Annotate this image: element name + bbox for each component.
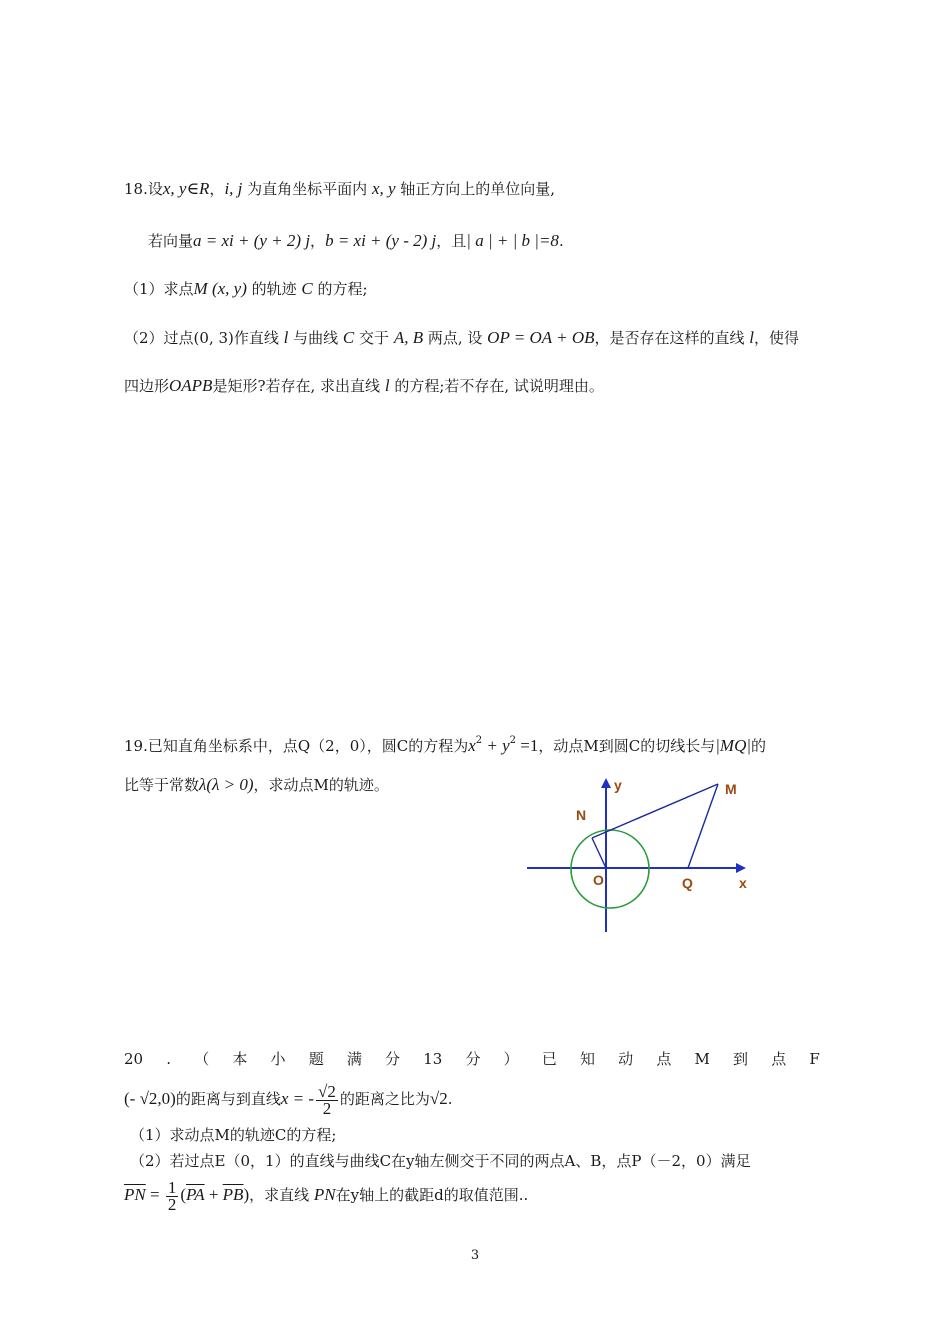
q20-header: [124, 1048, 820, 1070]
q20-header-token: 小: [270, 1050, 286, 1068]
q18-text: ，使得: [754, 329, 800, 347]
q18-math: | a | + | b |=8: [466, 231, 559, 250]
q18-math: C: [301, 279, 313, 298]
q20-text: ，求直线: [249, 1186, 314, 1204]
q20-header-token: 点: [656, 1050, 672, 1068]
q20-header-token: 13: [423, 1050, 443, 1068]
q19-math: =1: [516, 736, 539, 755]
q20-text: 在y轴上的截距d的取值范围..: [335, 1186, 529, 1204]
q20-header-token: 分: [465, 1050, 481, 1068]
q19-math: λ(λ > 0): [199, 775, 254, 794]
label-q: Q: [682, 875, 693, 891]
q20-header-token: ）: [503, 1050, 519, 1068]
q18-math: l: [749, 328, 754, 347]
q20-fraction-numerator: 1: [167, 1177, 177, 1197]
q18-text: ，: [209, 180, 225, 198]
q20-text: 的距离之比为: [339, 1090, 430, 1108]
q20-line-2: [124, 1082, 453, 1117]
q20-header-token: .: [166, 1050, 172, 1068]
q20-fraction-half: [166, 1177, 179, 1214]
q20-vector: $\overline{PA}$: [186, 1185, 205, 1204]
q18-text: ，: [310, 232, 326, 250]
line-m-q: [688, 784, 718, 868]
line-n-m: [592, 784, 718, 838]
label-n: N: [576, 807, 587, 823]
q20-header-token: （: [194, 1050, 210, 1068]
q18-text: 18.设: [124, 180, 163, 198]
q18-line-1: [124, 178, 555, 200]
q19-text: 的: [751, 737, 767, 755]
q18-text: .: [558, 232, 564, 250]
line-o-n: [592, 838, 606, 868]
q20-header-token: 20: [124, 1050, 144, 1068]
q20-fraction: [316, 1081, 338, 1118]
q18-text: ，且: [436, 232, 467, 250]
q19-line-1: [124, 730, 766, 757]
q20-math: =: [145, 1185, 164, 1204]
label-m: M: [725, 781, 737, 797]
q18-line-5: [124, 375, 604, 397]
q18-text: 为直角坐标平面内: [242, 180, 372, 198]
q19-line-2: [124, 774, 389, 796]
q19-math: + y: [482, 736, 510, 755]
q18-math: a = xi + (y + 2) j: [193, 231, 311, 250]
q20-math: (- √2,0): [124, 1089, 176, 1108]
q18-line-3: [124, 278, 368, 300]
q18-math: M (x, y): [193, 279, 247, 298]
q18-text: 四边形: [124, 377, 170, 395]
q20-header-token: M: [694, 1050, 710, 1068]
q18-text: 两点, 设: [423, 329, 488, 347]
q18-text: （2）过点(0, 3)作直线: [124, 329, 284, 347]
label-x: x: [739, 875, 747, 891]
q18-line-2: [148, 230, 564, 252]
q18-text: 交于: [354, 329, 394, 347]
q18-math: l: [384, 376, 390, 395]
q20-math: x = -: [280, 1089, 315, 1108]
q20-text: 的距离与到直线: [175, 1090, 281, 1108]
q18-math: b = xi + (y - 2) j: [325, 231, 437, 250]
q20-math: ): [243, 1185, 250, 1204]
q18-text: 是矩形?若存在, 求出直线: [212, 377, 385, 395]
q18-text: 轴正方向上的单位向量,: [395, 180, 556, 198]
q20-math: +: [204, 1185, 223, 1204]
q18-text: 若向量: [148, 232, 194, 250]
q20-math: (: [180, 1185, 186, 1204]
q20-header-token: 动: [618, 1050, 634, 1068]
q20-header-token: 分: [385, 1050, 401, 1068]
q20-header-token: 点: [771, 1050, 787, 1068]
q18-text: 的方程;: [312, 280, 368, 298]
q18-line-4: [124, 327, 799, 349]
q20-math: √2: [429, 1089, 448, 1108]
q18-text: 与曲线: [288, 329, 343, 347]
q20-text: （1）求动点M的轨迹C的方程;: [130, 1126, 337, 1144]
q18-text: ，是否存在这样的直线: [594, 329, 750, 347]
q19-text: 19.已知直角坐标系中，点Q（2，0），圆C的方程为: [124, 737, 469, 755]
q18-math: A, B: [393, 328, 424, 347]
q20-header-token: 知: [579, 1050, 595, 1068]
q18-math: OP = OA + OB: [487, 328, 595, 347]
label-o: O: [593, 872, 604, 888]
label-y: y: [614, 777, 622, 793]
q19-text: ，动点M到圆C的切线长与: [538, 737, 716, 755]
q20-vector: $\overline{PN}$: [124, 1185, 146, 1204]
q20-header-token: 本: [232, 1050, 248, 1068]
q20-header-token: F: [809, 1050, 820, 1068]
q20-header-token: 题: [308, 1050, 324, 1068]
q20-vector: $\overline{PB}$: [222, 1185, 244, 1204]
q18-math: OAPB: [169, 376, 213, 395]
q20-header-token: 已: [541, 1050, 557, 1068]
q19-math: x: [468, 736, 476, 755]
q20-math: PN: [313, 1185, 336, 1204]
q18-math: l: [283, 328, 289, 347]
q18-math: i, j: [224, 179, 243, 198]
q18-math: x, y∈R: [162, 179, 210, 198]
q19-text: ，求动点M的轨迹。: [253, 776, 389, 794]
page-number: 3: [470, 1248, 480, 1263]
q20-fraction-denominator: 2: [322, 1098, 332, 1118]
q20-text: （2）若过点E（0，1）的直线与曲线C在y轴左侧交于不同的两点A、B，点P（－2，0）满足: [130, 1152, 751, 1170]
q18-text: 的方程;若不存在, 试说明理由。: [389, 377, 604, 395]
q18-math: x, y: [371, 179, 396, 198]
tangent-figure: [520, 770, 760, 940]
q20-text: .: [447, 1090, 453, 1108]
q18-math: C: [342, 328, 355, 347]
q20-line-3: [130, 1124, 336, 1146]
q20-header-token: 到: [733, 1050, 749, 1068]
q20-line-4: [130, 1150, 751, 1172]
q19-superscript: 2: [509, 735, 517, 746]
q20-line-5: [124, 1178, 528, 1213]
q18-text: （1）求点: [124, 280, 194, 298]
q20-header-token: 满: [346, 1050, 362, 1068]
q20-fraction-denominator: 2: [167, 1194, 177, 1214]
q19-math: |MQ|: [715, 736, 752, 755]
q18-text: 的轨迹: [246, 280, 302, 298]
q19-text: 比等于常数: [124, 776, 200, 794]
q20-fraction-numerator: √2: [318, 1081, 336, 1101]
q19-superscript: 2: [475, 735, 483, 746]
